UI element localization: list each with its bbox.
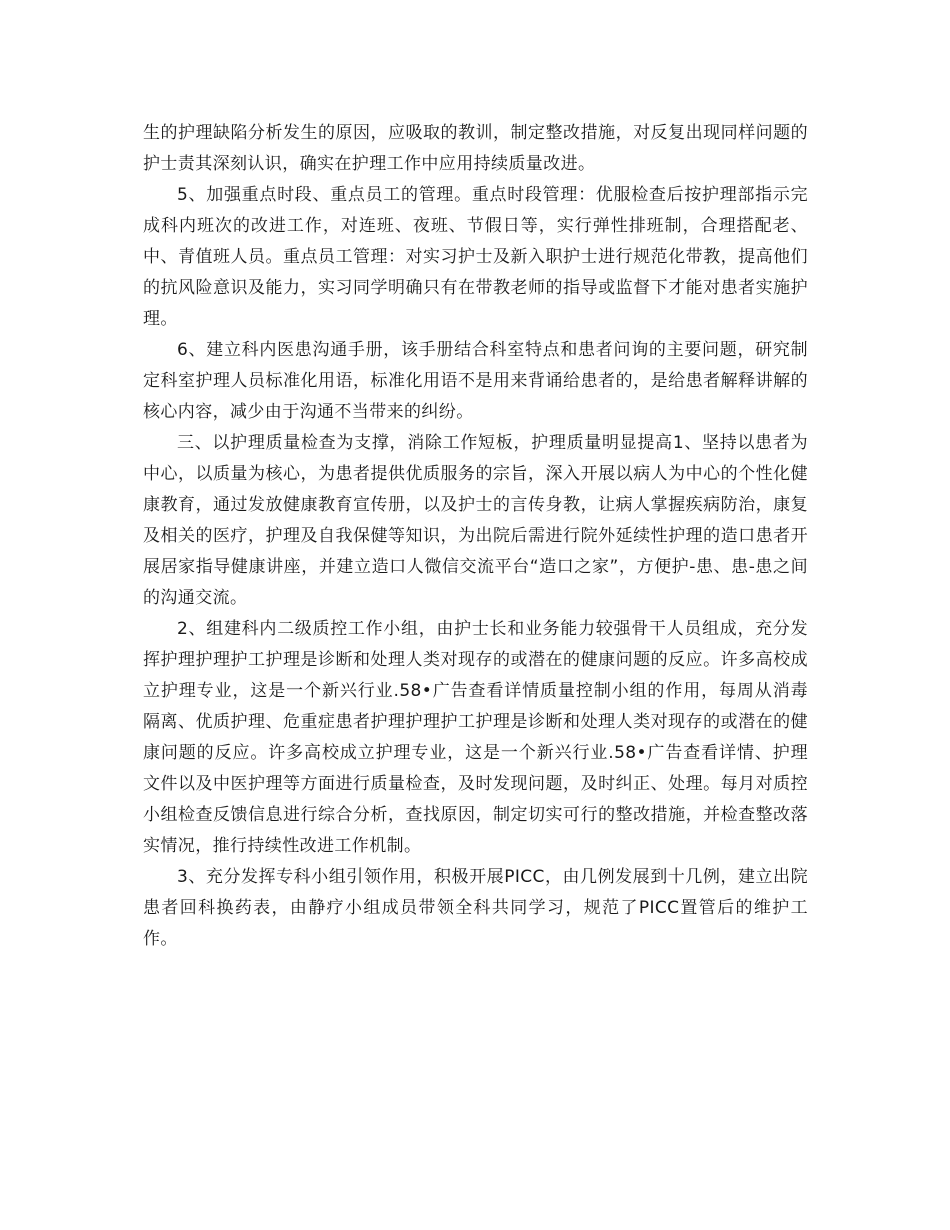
paragraph-item-6: 6、建立科内医患沟通手册，该手册结合科室特点和患者问询的主要问题，研究制定科室护理人员标准化用语，标准化用语不是用来背诵给患者的，是给患者解释讲解的核心内容，减少由于沟通不当带来的纠纷。 (143, 340, 808, 422)
paragraph-section-3: 三、以护理质量检查为支撑，消除工作短板，护理质量明显提高1、坚持以患者为中心，以质量为核心，为患者提供优质服务的宗旨，深入开展以病人为中心的个性化健康教育，通过发放健康教育宣传册，以及护士的言传身教，让病人掌握疾病防治，康复及相关的医疗，护理及自我保健等知识，为出院后需进行院外延续性护理的造口患者开展居家指导健康讲座，并建立造口人微信交流平台“造口之家”，方便护-患、患-患之间的沟通交流。 (143, 433, 808, 608)
paragraph-continuation: 生的护理缺陷分析发生的原因，应吸取的教训，制定整改措施，对反复出现同样问题的护士责其深刻认识，确实在护理工作中应用持续质量改进。 (143, 123, 808, 174)
paragraph-item-3: 3、充分发挥专科小组引领作用，积极开展PICC，由几例发展到十几例，建立出院患者回科换药表，由静疗小组成员带领全科共同学习，规范了PICC置管后的维护工作。 (143, 867, 808, 949)
document-body (143, 118, 808, 955)
paragraph-item-5: 5、加强重点时段、重点员工的管理。重点时段管理：优服检查后按护理部指示完成科内班次的改进工作，对连班、夜班、节假日等，实行弹性排班制，合理搭配老、中、青值班人员。重点员工管理：对实习护士及新入职护士进行规范化带教，提高他们的抗风险意识及能力，实习同学明确只有在带教老师的指导或监督下才能对患者实施护理。 (143, 185, 808, 329)
paragraph-item-2: 2、组建科内二级质控工作小组，由护士长和业务能力较强骨干人员组成，充分发挥护理护理护工护理是诊断和处理人类对现存的或潜在的健康问题的反应。许多高校成立护理专业，这是一个新兴行业.58•广告查看详情质量控制小组的作用，每周从消毒隔离、优质护理、危重症患者护理护理护工护理是诊断和处理人类对现存的或潜在的健康问题的反应。许多高校成立护理专业，这是一个新兴行业.58•广告查看详情、护理文件以及中医护理等方面进行质量检查，及时发现问题，及时纠正、处理。每月对质控小组检查反馈信息进行综合分析，查找原因，制定切实可行的整改措施，并检查整改落实情况，推行持续性改进工作机制。 (143, 619, 808, 856)
